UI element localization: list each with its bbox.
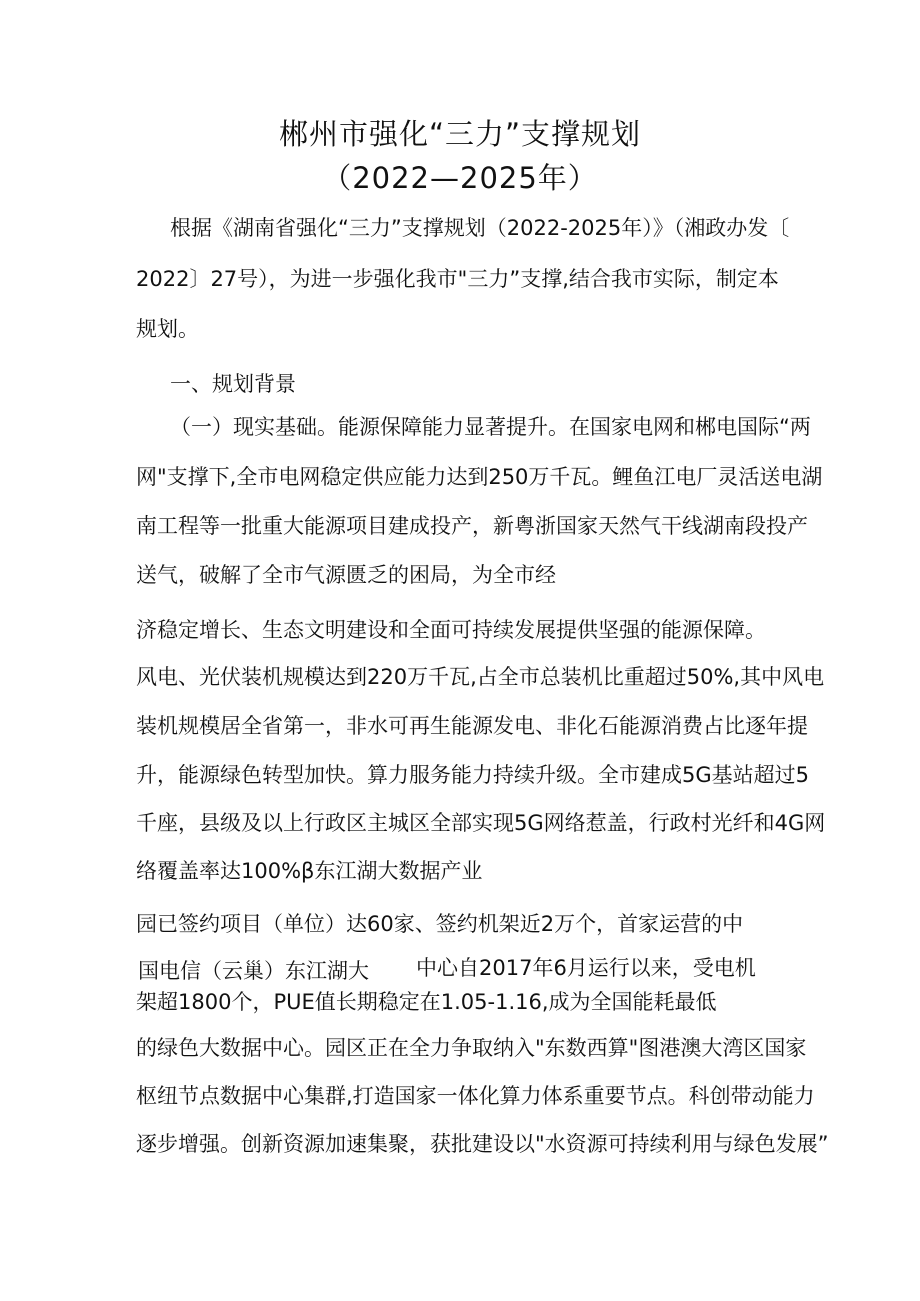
paragraph-line: 架超1800个，PUE值长期稳定在1.05-1.16,成为全国能耗最低 xyxy=(136,990,717,1014)
paragraph-line: 送气，破解了全市气源匮乏的困局，为全市经 xyxy=(136,563,556,587)
paragraph-line: 的绿色大数据中心。园区正在全力争取纳入"东数西算"图港澳大湾区国家 xyxy=(136,1036,807,1060)
paragraph-line: 规划。 xyxy=(136,317,199,341)
paragraph-line: 济稳定增长、生态文明建设和全面可持续发展提供坚强的能源保障。 xyxy=(136,618,766,642)
paragraph-line: 根据《湖南省强化“三力”支撑规划（2022-2025年）》（湘政办发〔 xyxy=(170,216,790,240)
paragraph-line: 2022〕27号），为进一步强化我市"三力”支撑,结合我市实际，制定本 xyxy=(136,267,779,291)
paragraph-line: （一）现实基础。能源保障能力显著提升。在国家电网和郴电国际“两 xyxy=(170,415,811,439)
paragraph-line: 枢纽节点数据中心集群,打造国家一体化算力体系重要节点。科创带动能力 xyxy=(136,1084,815,1108)
paragraph-line: 逐步增强。创新资源加速集聚，获批建设以"水资源可持续利用与绿色发展” xyxy=(136,1132,829,1156)
paragraph-line: 网"支撑下,全市电网稳定供应能力达到250万千瓦。鲤鱼江电厂灵活送电湖 xyxy=(136,465,823,489)
paragraph-line: 园已签约项目（单位）达60家、签约机架近2万个，首家运营的中 xyxy=(136,912,744,936)
paragraph-line: 千座，县级及以上行政区主城区全部实现5G网络惹盖，行政村光纤和4G网 xyxy=(136,811,826,835)
paragraph-line: 装机规模居全省第一，非水可再生能源发电、非化石能源消费占比逐年提 xyxy=(136,714,808,738)
paragraph-line: 风电、光伏装机规模达到220万千瓦,占全市总装机比重超过50%,其中风电 xyxy=(136,665,825,689)
section-heading: 一、规划背景 xyxy=(170,372,296,396)
paragraph-line: 络覆盖率达100%β东江湖大数据产业 xyxy=(136,859,483,883)
paragraph-line: 南工程等一批重大能源项目建成投产，新粤浙国家天然气干线湖南段投产 xyxy=(136,514,808,538)
paragraph-line: 中心自2017年6月运行以来，受电机 xyxy=(416,956,756,980)
paragraph-line: 国电信（云巢）东江湖大 xyxy=(138,959,369,983)
document-title: 郴州市强化“三力”支撑规划 xyxy=(278,117,642,151)
document-subtitle: （2022—2025年） xyxy=(322,161,598,195)
paragraph-line: 升，能源绿色转型加快。算力服务能力持续升级。全市建成5G基站超过5 xyxy=(136,763,809,787)
